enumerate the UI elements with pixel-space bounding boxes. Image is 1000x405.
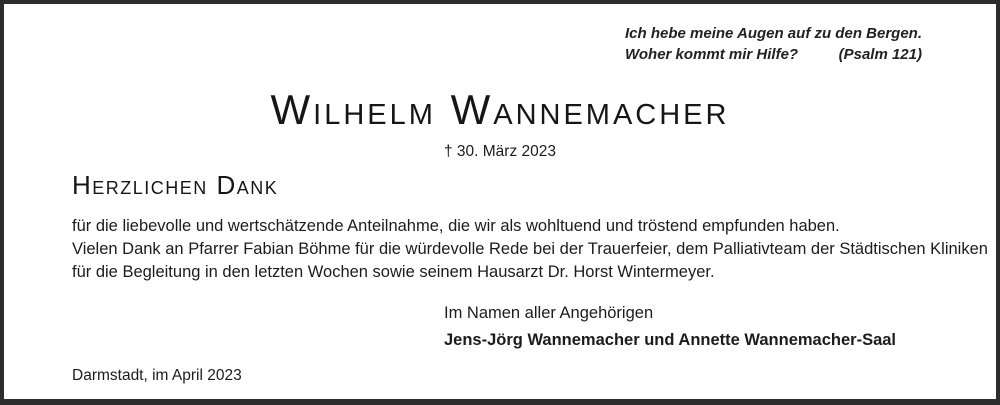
relatives-names: Jens-Jörg Wannemacher und Annette Wannemacher-Saal <box>444 331 897 349</box>
psalm-question: Woher kommt mir Hilfe? <box>625 46 799 63</box>
death-date: † 30. März 2023 <box>443 143 556 160</box>
in-name-of-line: Im Namen aller Angehörigen <box>444 304 654 322</box>
psalm-quote <box>625 23 922 65</box>
thanks-text-line: Vielen Dank an Pfarrer Fabian Böhme für die würdevolle Rede bei der Trauerfeier, dem Palliativteam der Städtischen Kliniken <box>72 240 988 258</box>
deceased-name: Wilhelm Wannemacher <box>270 86 730 133</box>
psalm-line-1: Ich hebe meine Augen auf zu den Bergen. <box>625 25 922 42</box>
thanks-text <box>72 215 988 284</box>
place-date: Darmstadt, im April 2023 <box>72 367 242 384</box>
psalm-line-2 <box>625 44 922 65</box>
thanks-headline: Herzlichen Dank <box>72 170 279 200</box>
psalm-source: (Psalm 121) <box>838 46 922 63</box>
closing-block <box>444 300 896 354</box>
thanks-text-line: für die Begleitung in den letzten Wochen sowie seinem Hausarzt Dr. Horst Wintermeyer. <box>72 263 715 281</box>
thanks-text-line: für die liebevolle und wertschätzende Anteilnahme, die wir als wohltuend und tröstend empfunden haben. <box>72 217 840 235</box>
